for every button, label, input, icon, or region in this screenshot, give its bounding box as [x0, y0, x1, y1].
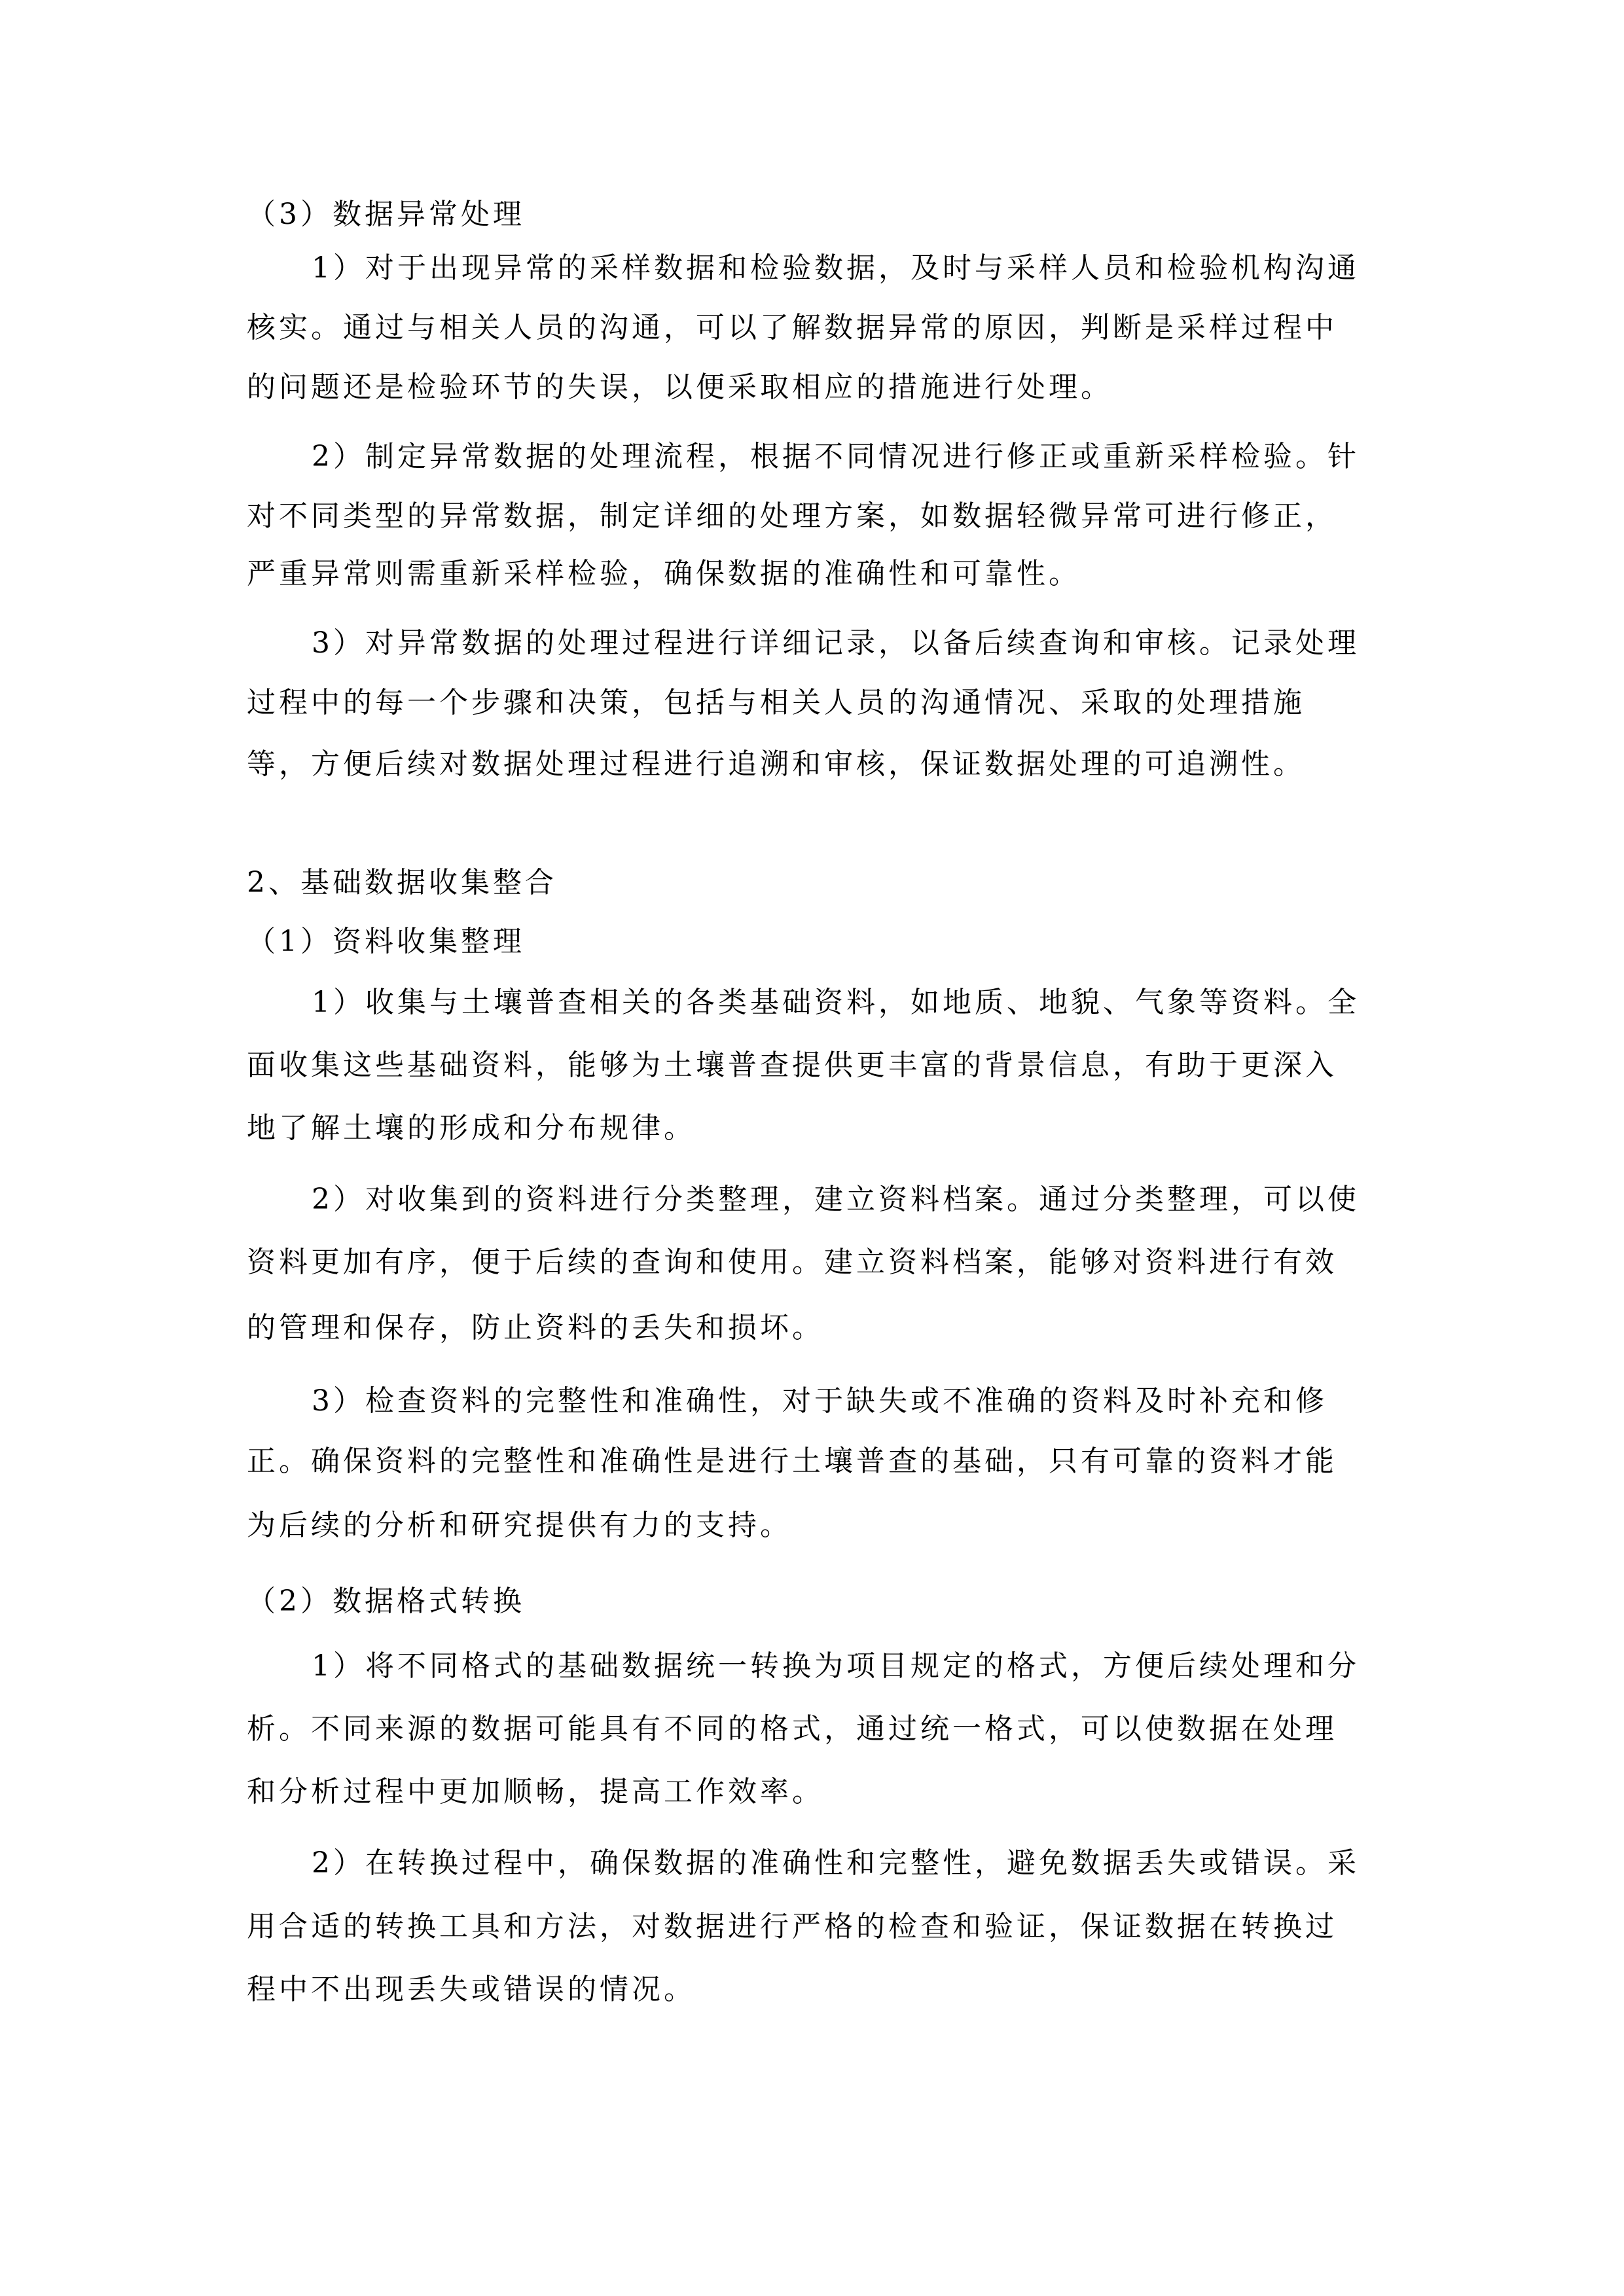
paragraph-line: 正。确保资料的完整性和准确性是进行土壤普查的基础，只有可靠的资料才能: [247, 1444, 1337, 1478]
paragraph-line: 对不同类型的异常数据，制定详细的处理方案，如数据轻微异常可进行修正，: [247, 499, 1337, 533]
paragraph-line: 3）对异常数据的处理过程进行详细记录，以备后续查询和审核。记录处理: [312, 626, 1360, 660]
section-heading-basic-data-collection: 2、基础数据收集整合: [247, 866, 557, 899]
paragraph-line: 的问题还是检验环节的失误，以便采取相应的措施进行处理。: [247, 370, 1113, 404]
subheading-data-anomaly-handling: （3）数据异常处理: [247, 198, 525, 231]
paragraph-line: 1）对于出现异常的采样数据和检验数据，及时与采样人员和检验机构沟通: [312, 251, 1360, 285]
subheading-data-format-conversion: （2）数据格式转换: [247, 1585, 525, 1618]
paragraph-line: 和分析过程中更加顺畅，提高工作效率。: [247, 1775, 824, 1808]
paragraph-line: 核实。通过与相关人员的沟通，可以了解数据异常的原因，判断是采样过程中: [247, 311, 1337, 344]
paragraph-line: 地了解土壤的形成和分布规律。: [247, 1111, 696, 1145]
paragraph-line: 1）将不同格式的基础数据统一转换为项目规定的格式，方便后续处理和分: [312, 1649, 1360, 1683]
paragraph-line: 严重异常则需重新采样检验，确保数据的准确性和可靠性。: [247, 557, 1081, 590]
paragraph-line: 2）制定异常数据的处理流程，根据不同情况进行修正或重新采样检验。针: [312, 440, 1360, 473]
paragraph-line: 等，方便后续对数据处理过程进行追溯和审核，保证数据处理的可追溯性。: [247, 747, 1305, 781]
paragraph-line: 1）收集与土壤普查相关的各类基础资料，如地质、地貌、气象等资料。全: [312, 986, 1360, 1019]
paragraph-line: 用合适的转换工具和方法，对数据进行严格的检查和验证，保证数据在转换过: [247, 1910, 1337, 1943]
paragraph-line: 2）在转换过程中，确保数据的准确性和完整性，避免数据丢失或错误。采: [312, 1846, 1360, 1880]
paragraph-line: 3）检查资料的完整性和准确性，对于缺失或不准确的资料及时补充和修: [312, 1384, 1327, 1418]
paragraph-line: 面收集这些基础资料，能够为土壤普查提供更丰富的背景信息，有助于更深入: [247, 1049, 1337, 1082]
paragraph-line: 为后续的分析和研究提供有力的支持。: [247, 1509, 792, 1542]
paragraph-line: 的管理和保存，防止资料的丢失和损坏。: [247, 1311, 824, 1344]
paragraph-line: 资料更加有序，便于后续的查询和使用。建立资料档案，能够对资料进行有效: [247, 1246, 1337, 1279]
paragraph-line: 析。不同来源的数据可能具有不同的格式，通过统一格式，可以使数据在处理: [247, 1712, 1337, 1746]
paragraph-line: 过程中的每一个步骤和决策，包括与相关人员的沟通情况、采取的处理措施: [247, 686, 1305, 719]
subheading-material-collection: （1）资料收集整理: [247, 925, 525, 958]
paragraph-line: 程中不出现丢失或错误的情况。: [247, 1973, 696, 2006]
paragraph-line: 2）对收集到的资料进行分类整理，建立资料档案。通过分类整理，可以使: [312, 1183, 1360, 1216]
